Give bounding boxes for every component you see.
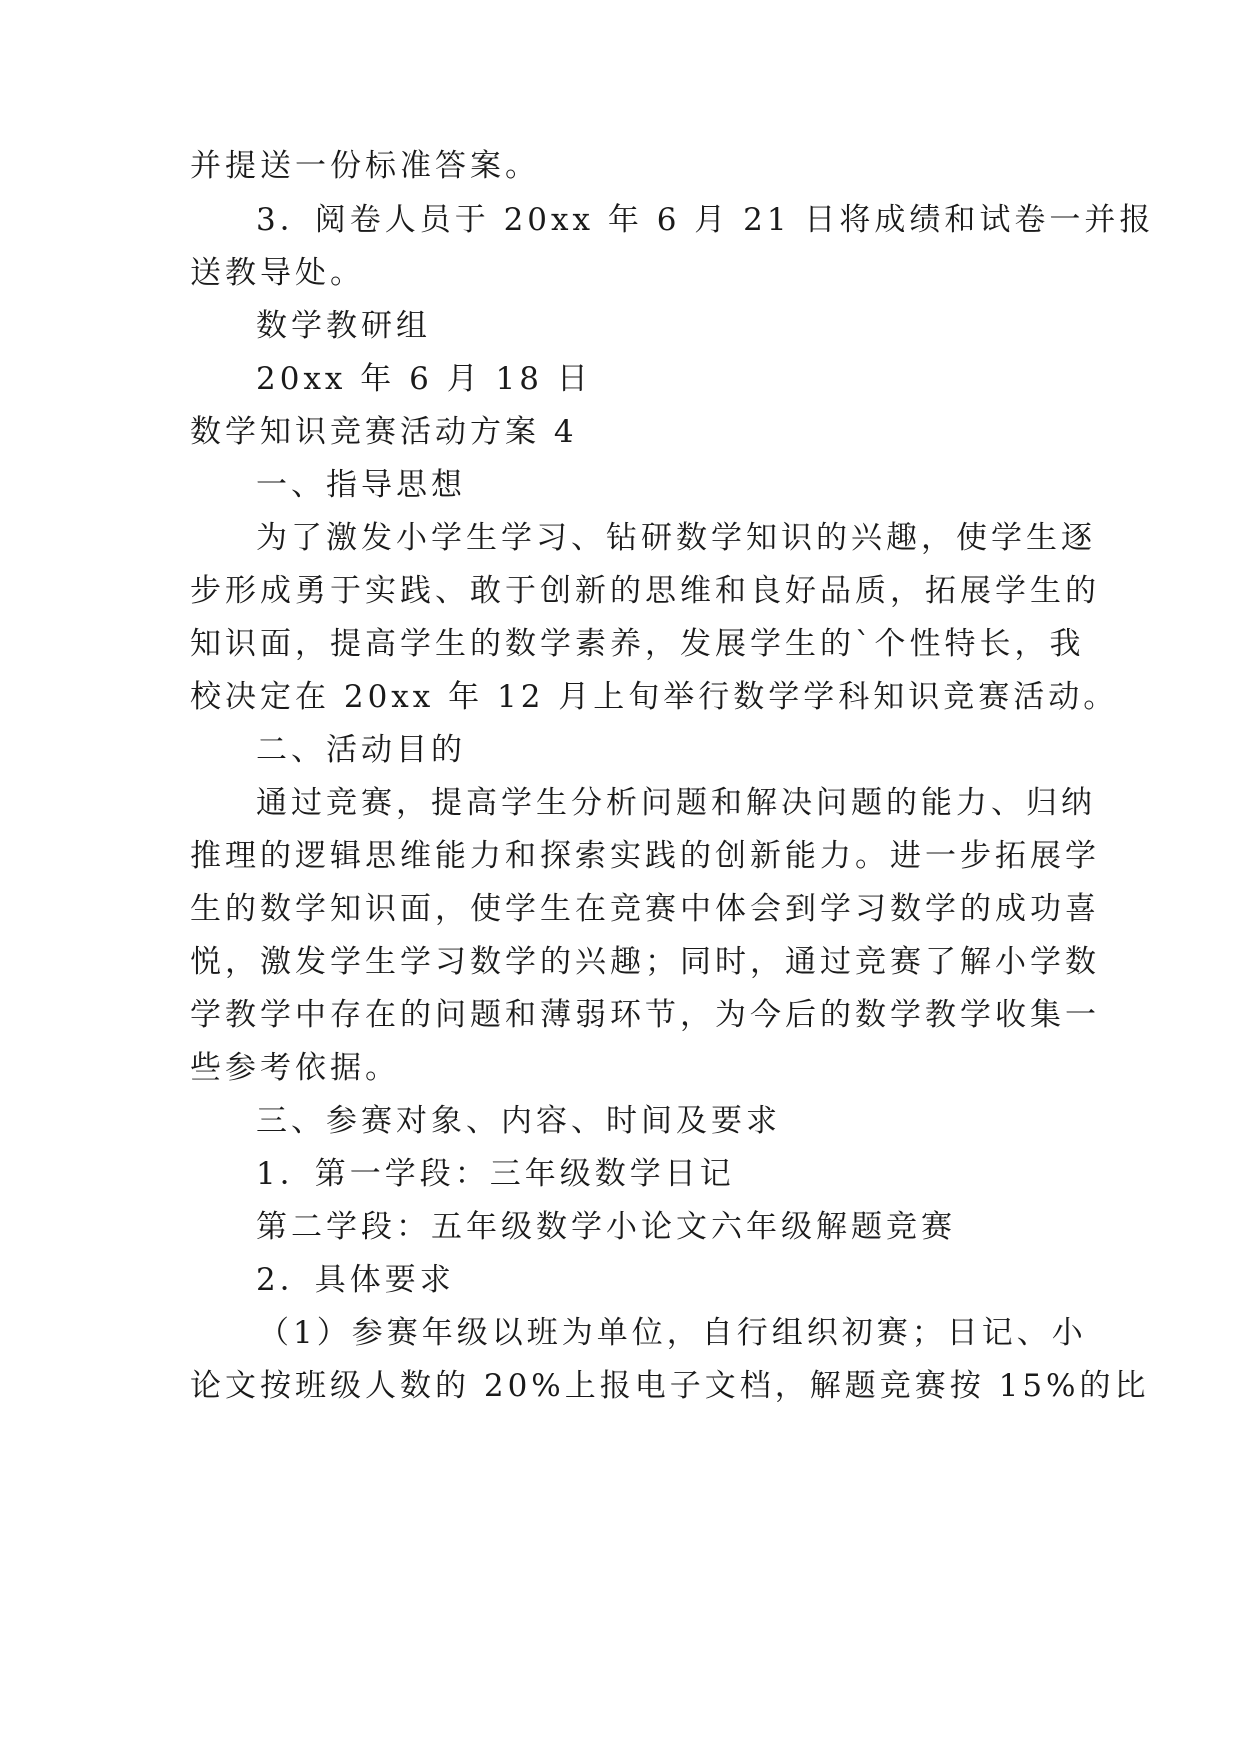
- list-item: 第二学段：五年级数学小论文六年级解题竞赛: [256, 1209, 956, 1245]
- paragraph-line: 推理的逻辑思维能力和探索实践的创新能力。进一步拓展学: [190, 838, 1100, 874]
- paragraph-line: （1）参赛年级以班为单位，自行组织初赛；日记、小: [258, 1315, 1087, 1351]
- heading-participants: 三、参赛对象、内容、时间及要求: [256, 1103, 781, 1139]
- section-title: 数学知识竞赛活动方案 4: [190, 414, 578, 450]
- paragraph-line: 并提送一份标准答案。: [190, 148, 540, 184]
- paragraph-line: 生的数学知识面，使学生在竞赛中体会到学习数学的成功喜: [190, 891, 1100, 927]
- paragraph-line: 学教学中存在的问题和薄弱环节，为今后的数学教学收集一: [190, 997, 1100, 1033]
- signature-department: 数学教研组: [256, 308, 431, 344]
- heading-activity-purpose: 二、活动目的: [256, 732, 466, 768]
- list-item: 2．具体要求: [256, 1262, 455, 1298]
- signature-date: 20xx 年 6 月 18 日: [256, 361, 592, 397]
- paragraph-line: 3．阅卷人员于 20xx 年 6 月 21 日将成绩和试卷一并报: [256, 202, 1155, 238]
- paragraph-line: 悦，激发学生学习数学的兴趣；同时，通过竞赛了解小学数: [190, 944, 1100, 980]
- paragraph-line: 知识面，提高学生的数学素养，发展学生的`个性特长，我: [190, 626, 1085, 662]
- paragraph-line: 论文按班级人数的 20%上报电子文档，解题竞赛按 15%的比: [190, 1368, 1150, 1404]
- list-item: 1．第一学段：三年级数学日记: [256, 1156, 735, 1192]
- paragraph-line: 步形成勇于实践、敢于创新的思维和良好品质，拓展学生的: [190, 573, 1100, 609]
- paragraph-line: 送教导处。: [190, 255, 365, 291]
- heading-guiding-ideology: 一、指导思想: [256, 467, 466, 503]
- paragraph-line: 校决定在 20xx 年 12 月上旬举行数学学科知识竞赛活动。: [190, 679, 1119, 715]
- paragraph-line: 些参考依据。: [190, 1050, 400, 1086]
- paragraph-line: 为了激发小学生学习、钻研数学知识的兴趣，使学生逐: [256, 520, 1096, 556]
- paragraph-line: 通过竞赛，提高学生分析问题和解决问题的能力、归纳: [256, 785, 1096, 821]
